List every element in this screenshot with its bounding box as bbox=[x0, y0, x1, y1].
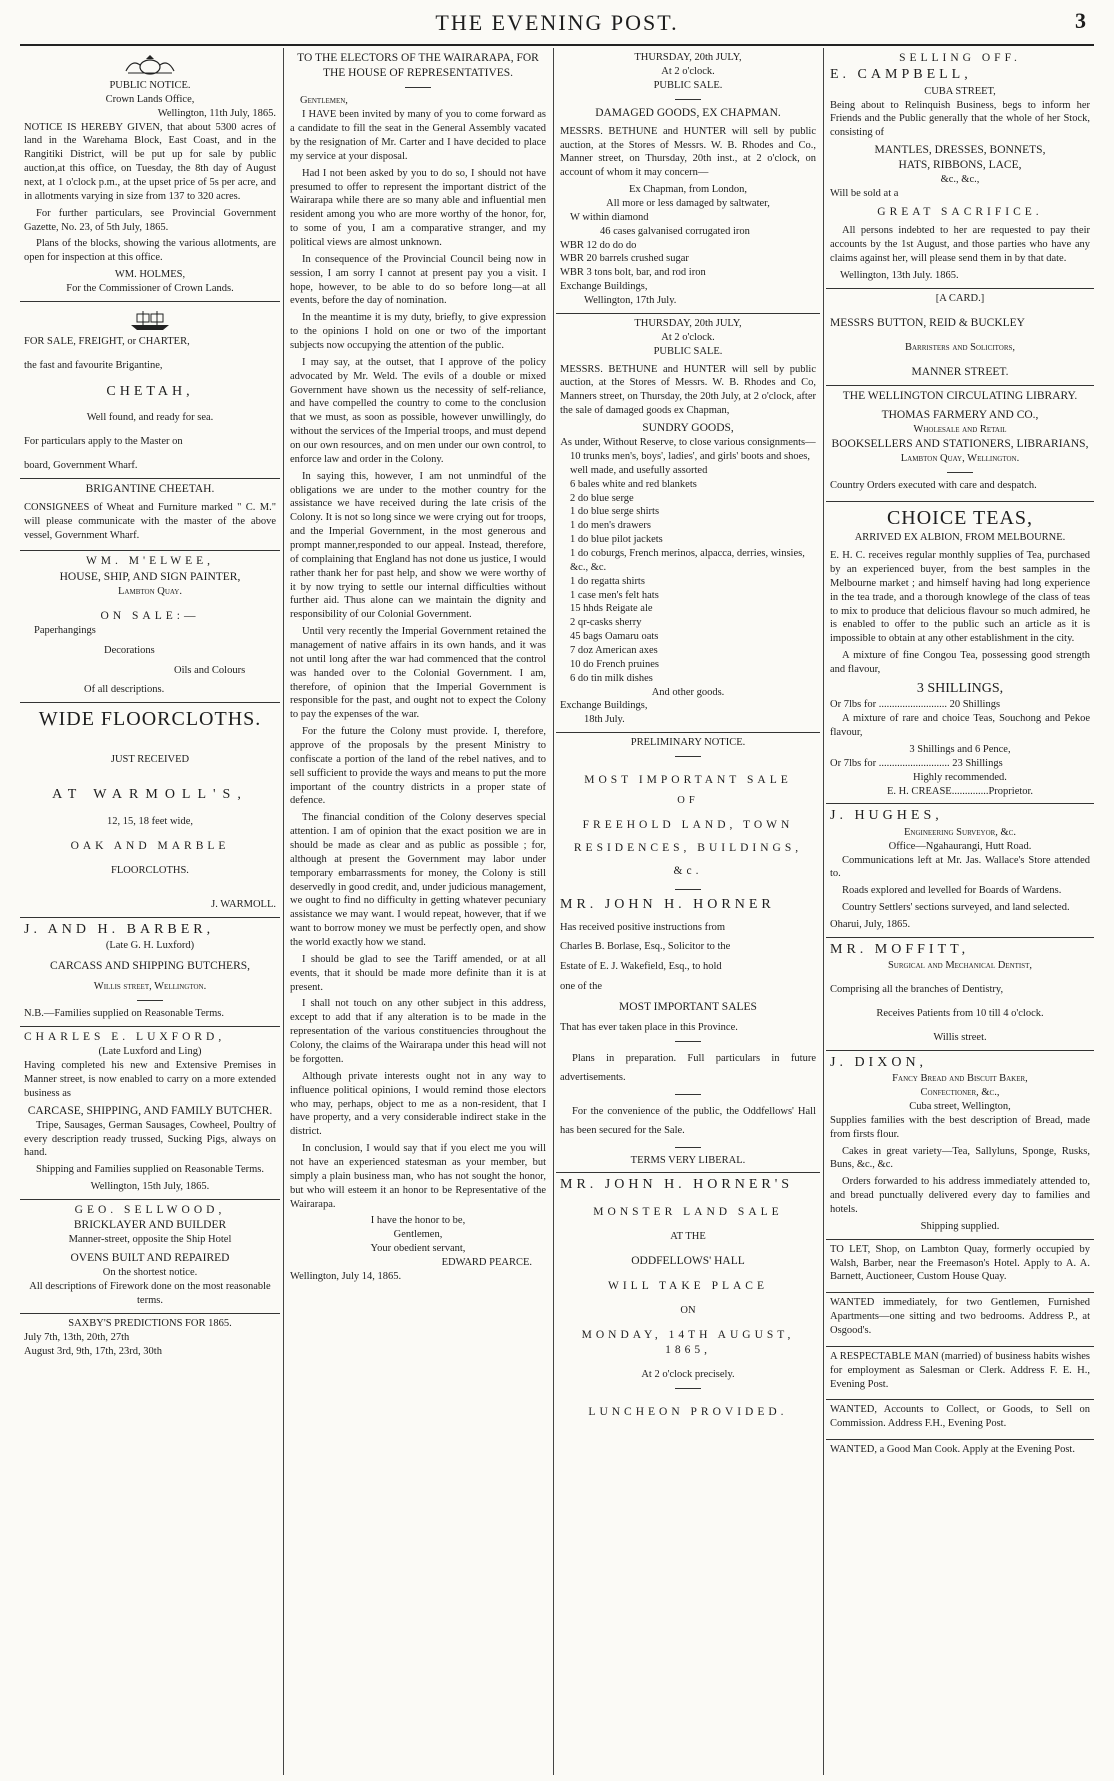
floorcloths-heading: WIDE FLOORCLOTHS. bbox=[38, 708, 262, 731]
barber-trade: CARCASS AND SHIPPING BUTCHERS, bbox=[49, 960, 251, 973]
library-body: Country Orders executed with care and despatch. bbox=[830, 480, 1037, 492]
hughes-body: Country Settlers' sections surveyed, and land selected. bbox=[842, 902, 1070, 914]
prelim-body: Estate of E. J. Wakefield, Esq., to hold bbox=[560, 961, 722, 973]
column-rule bbox=[823, 48, 824, 1775]
address-paragraph: I shall not touch on any other subject in this address, except to add that if any alteration is to be made in the representation of the various constituencies throughout the Colony, the claims of the Wairarapa under this head will not be forgotten. bbox=[290, 998, 546, 1065]
dixon-body: Orders forwarded to his address immediately attended to, and bread punctually delivered every day to families and hotels. bbox=[830, 1176, 1090, 1215]
teas-price-line: Or 7lbs for ........................... 23 Shillings bbox=[830, 757, 1003, 769]
moffitt-text: Willis street. bbox=[933, 1031, 987, 1043]
address-paragraph: I HAVE been invited by many of you to come forward as a candidate to fill the seat in the General Assembly vacated by the resignation of Mr. Carter and I have decided to place my service at your disposal. bbox=[290, 109, 546, 162]
address-paragraph: The financial condition of the Colony deserves special attention. I am of opinion that the exact position we are in should be made as clear and as public as possible ; for, although at present the Government may labor under temporary embarrassments for money, the Colony is still deservedly in good credit, and, under judicious management, we ought to find no difficulty in getting whatever pecuniary assistance we may want. I would repeat, however, that if we want to borrow money we must be perfectly open, and show the world exactly how we stand. bbox=[290, 812, 547, 949]
monster-text: ODDFELLOWS' HALL bbox=[631, 1254, 745, 1267]
sale-body: MESSRS. BETHUNE and HUNTER will sell by public auction, at the Stores of Messrs. W. B. Rhodes and Co, Manners street, on Thursday, the 20th July, at 2 o'clock, after the sale of damaged goods ex Chapman, bbox=[560, 363, 816, 417]
saxby-dates: July 7th, 13th, 20th, 27th bbox=[24, 1331, 130, 1343]
public-notice-ad bbox=[20, 48, 280, 302]
moffitt-ad bbox=[826, 938, 1094, 1051]
address-paragraph: In conclusion, I would say that if you elect me you will not have an experienced statesman as your member, but simply a plain business man, who has not sought the honor, but who will esteem it an honor to be Representative of the Wairarapa. bbox=[290, 1143, 546, 1210]
sellwood-text: OVENS BUILT AND REPAIRED bbox=[70, 1252, 230, 1265]
selling-off-body: Being about to Relinquish Business, begs to inform her Friends and the Public generally that the whole of her Stock, consisting of bbox=[830, 99, 1090, 139]
ship-icon bbox=[127, 309, 173, 331]
wanted-body: WANTED, Accounts to Collect, or Goods, to Sell on Commission. Address F.H., Evening Post. bbox=[830, 1404, 1090, 1430]
sale-item: W within diamond bbox=[570, 211, 649, 223]
prelim-body: Charles B. Borlase, Esq., Solicitor to the bbox=[560, 941, 731, 953]
card-name: MESSRS BUTTON, REID & BUCKLEY bbox=[830, 316, 1025, 329]
library-name: THOMAS FARMERY AND CO., bbox=[881, 408, 1039, 421]
hughes-date: Oharui, July, 1865. bbox=[830, 919, 911, 930]
teas-price-line: Or 7lbs for .......................... 20 Shillings bbox=[830, 699, 1001, 711]
luxford-body: Tripe, Sausages, German Sausages, Cowheel, Poultry of every description ready trussed, Sucking Pigs, always on hand. bbox=[24, 1119, 276, 1159]
sale-item: Oils and Colours bbox=[174, 664, 246, 676]
sale-item: 6 bales white and red blankets bbox=[570, 478, 697, 490]
monster-text: LUNCHEON PROVIDED. bbox=[588, 1406, 788, 1419]
selling-off-ad bbox=[826, 48, 1094, 289]
luxford-trade: CARCASE, SHIPPING, AND FAMILY BUTCHER. bbox=[27, 1104, 273, 1117]
brigantine-heading: BRIGANTINE CHEETAH. bbox=[85, 482, 215, 495]
column-rule bbox=[283, 48, 284, 1775]
notice-heading: PUBLIC NOTICE. bbox=[109, 80, 191, 91]
selling-off-date: Wellington, 13th July. 1865. bbox=[840, 269, 959, 281]
sale-item: WBR 20 barrels crushed sugar bbox=[560, 253, 689, 265]
masthead-rule bbox=[20, 44, 1094, 46]
hughes-role: Engineering Surveyor, &c. bbox=[903, 826, 1017, 838]
electors-heading: TO THE ELECTORS OF THE WAIRARAPA, FOR THE HOUSE OF REPRESENTATIVES. bbox=[297, 52, 539, 80]
dixon-text: Shipping supplied. bbox=[920, 1220, 1000, 1232]
respectable-man-ad bbox=[826, 1347, 1094, 1401]
masthead bbox=[20, 8, 1094, 48]
dixon-body: Cakes in great variety—Tea, Sallyluns, Sponge, Rusks, Buns, &c., &c. bbox=[830, 1145, 1090, 1171]
wanted-body: WANTED, a Good Man Cook. Apply at the Evening Post. bbox=[830, 1444, 1075, 1456]
address-paragraph: I should be glad to see the Tariff amended, or at all events, that it should be made more definite than it is at present. bbox=[290, 953, 546, 993]
saxby-ad bbox=[20, 1314, 280, 1364]
address-paragraph: In consequence of the Provincial Council being now in session, I am sorry I cannot at present pay you a visit. I hope, however, to be able to do so before long—at all events, before the day of nomination. bbox=[290, 253, 546, 307]
sale-item: 46 cases galvanised corrugated iron bbox=[600, 225, 750, 237]
notice-signature: For the Commissioner of Crown Lands. bbox=[66, 283, 234, 295]
floorcloths-text: OAK AND MARBLE bbox=[70, 839, 230, 852]
notice-body: NOTICE IS HEREBY GIVEN, that about 5300 acres of land in the Warehama Block, East Coast, and in the Rangitiki District, will be put up for sale by public auction,at this office, on Tuesday, the 8th day of August next, at 1 o'clock p.m., at the upset price of 5s per acre, and in allotments varying in size from 137 to 320 acres. bbox=[24, 121, 276, 202]
sale-item: 1 case men's felt hats bbox=[570, 589, 659, 601]
for-sale-text: Well found, and ready for sea. bbox=[86, 412, 214, 424]
sale-type: PUBLIC SALE. bbox=[653, 79, 723, 91]
wanted-body: A RESPECTABLE MAN (married) of business habits wishes for employment as Salesman or Clerk. Address F. E. H., Evening Post. bbox=[830, 1350, 1090, 1390]
address-paragraph: For the future the Colony must provide. I, therefore, approve of the proposals by the present Ministry to confiscate a portion of the land of the rebel natives, and to sell sufficient to provide the ways and means to put the more important of the country districts in a proper state of defence. bbox=[290, 726, 546, 807]
selling-off-text: Will be sold at a bbox=[830, 188, 899, 200]
sale-text: Ex Chapman, from London, bbox=[628, 184, 748, 196]
closing: Gentlemen, bbox=[393, 1229, 443, 1241]
column-4 bbox=[826, 48, 1094, 1775]
sale-date: THURSDAY, 20th JULY, bbox=[634, 317, 742, 329]
saxby-dates: August 3rd, 9th, 17th, 23rd, 30th bbox=[24, 1345, 162, 1357]
floorcloths-text: FLOORCLOTHS. bbox=[111, 864, 189, 876]
selling-off-heading: SELLING OFF. bbox=[899, 52, 1021, 64]
luxford-body: Having completed his new and Extensive Premises in Manner street, is now enabled to carry on a more extended business as bbox=[24, 1059, 276, 1099]
sale-heading: DAMAGED GOODS, EX CHAPMAN. bbox=[595, 106, 781, 119]
address-paragraph: Until very recently the Imperial Government retained the management of native affairs in its own hands, and it was not until long after the war had commenced that the control was handed over to the Colonial Government. I am, therefore, of opinion that the Imperial Government is responsible for the past, and ought not to expect the Colony to pay the expenses of the war. bbox=[290, 626, 546, 721]
for-sale-text: board, Government Wharf. bbox=[24, 459, 138, 471]
teas-text: Highly recommended. bbox=[913, 771, 1007, 783]
sale-place: Exchange Buildings, bbox=[560, 700, 648, 712]
sellwood-name: GEO. SELLWOOD, bbox=[74, 1203, 226, 1216]
selling-off-goods: MANTLES, DRESSES, BONNETS, bbox=[874, 144, 1046, 157]
barber-name: J. AND H. BARBER, bbox=[24, 921, 215, 937]
barber-address: Willis street, Wellington. bbox=[93, 981, 207, 993]
dixon-role: Fancy Bread and Biscuit Baker, bbox=[892, 1073, 1028, 1085]
prelim-text: OF bbox=[677, 795, 699, 807]
sale-item: 1 do men's drawers bbox=[570, 520, 651, 532]
sale-date: Wellington, 17th July. bbox=[584, 295, 677, 307]
teas-sub: ARRIVED EX ALBION, FROM MELBOURNE. bbox=[854, 532, 1066, 544]
to-let-ad bbox=[826, 1240, 1094, 1294]
selling-off-text: GREAT SACRIFICE. bbox=[877, 206, 1043, 219]
teas-ad bbox=[826, 502, 1094, 804]
teas-text: A mixture of rare and choice Teas, Souchong and Pekoe flavour, bbox=[830, 713, 1090, 739]
for-sale-headline: FOR SALE, FREIGHT, or CHARTER, bbox=[24, 335, 190, 347]
sale-item: 2 do blue serge bbox=[570, 492, 634, 504]
sale-time: At 2 o'clock. bbox=[661, 331, 715, 343]
sale-item: WBR 3 tons bolt, bar, and rod iron bbox=[560, 267, 706, 279]
selling-off-goods: HATS, RIBBONS, LACE, bbox=[898, 159, 1022, 172]
sale-item: 7 doz American axes bbox=[570, 645, 658, 656]
wanted-accounts-ad bbox=[826, 1400, 1094, 1440]
teas-signature: E. H. CREASE..............Proprietor. bbox=[886, 785, 1034, 797]
luxford-name: CHARLES E. LUXFORD, bbox=[24, 1030, 226, 1043]
sellwood-text: On the shortest notice. bbox=[102, 1267, 198, 1279]
sale-item: Paperhangings bbox=[34, 624, 96, 636]
sale-item: 2 qr-casks sherry bbox=[570, 617, 642, 629]
for-sale-text: For particulars apply to the Master on bbox=[24, 435, 183, 447]
mcelwee-ad bbox=[20, 551, 280, 703]
signature: EDWARD PEARCE. bbox=[441, 1256, 532, 1268]
card-label: [A CARD.] bbox=[935, 292, 985, 304]
teas-heading: CHOICE TEAS, bbox=[886, 506, 1034, 529]
sale-item: 1 do coburgs, French merinos, alpacca, derries, winsies, &c., &c. bbox=[570, 547, 805, 573]
address-date: Wellington, July 14, 1865. bbox=[290, 1270, 402, 1282]
prelim-body: That has ever taken place in this Province. bbox=[560, 1022, 738, 1034]
on-sale-label: ON SALE:— bbox=[100, 609, 200, 622]
prelim-terms: TERMS VERY LIBERAL. bbox=[630, 1154, 746, 1166]
luxford-body: Shipping and Families supplied on Reasonable Terms. bbox=[36, 1164, 265, 1176]
mcelwee-address: Lambton Quay. bbox=[118, 585, 182, 597]
sellwood-ad bbox=[20, 1200, 280, 1314]
sale-date: THURSDAY, 20th JULY, bbox=[634, 52, 742, 63]
campbell-street: CUBA STREET, bbox=[924, 85, 996, 97]
moffitt-name: MR. MOFFITT, bbox=[830, 941, 970, 957]
hughes-body: Roads explored and levelled for Boards of Wardens. bbox=[842, 885, 1062, 897]
address-paragraph: In the meantime it is my duty, briefly, to give expression to the opinions I hold on one or two of the important subjects now occupying the attention of the public. bbox=[290, 312, 546, 351]
barber-ad bbox=[20, 918, 280, 1027]
teas-price: 3 SHILLINGS, bbox=[916, 680, 1004, 696]
luxford-date: Wellington, 15th July, 1865. bbox=[90, 1181, 210, 1193]
dixon-body: Supplies families with the best description of Bread, made from firsts flour. bbox=[830, 1114, 1090, 1140]
electors-address bbox=[286, 48, 550, 1289]
for-sale-text: the fast and favourite Brigantine, bbox=[24, 359, 163, 371]
monster-text: AT THE bbox=[670, 1231, 706, 1243]
library-address: Lambton Quay, Wellington. bbox=[900, 453, 1020, 465]
column-3 bbox=[556, 48, 820, 1775]
column-1 bbox=[20, 48, 280, 1775]
moffitt-text: Comprising all the branches of Dentistry, bbox=[830, 984, 1004, 996]
hughes-office: Office—Ngahaurangi, Hutt Road. bbox=[888, 840, 1032, 852]
dixon-role: Confectioner, &c., bbox=[920, 1087, 1000, 1099]
prelim-body: one of the bbox=[560, 981, 602, 993]
notice-signature: WM. HOLMES, bbox=[114, 269, 186, 281]
sale-item: 15 hhds Reigate ale bbox=[570, 603, 653, 615]
sale-item: Of all descriptions. bbox=[84, 684, 165, 696]
sale-item: WBR 12 do do do bbox=[560, 239, 637, 251]
teas-price: 3 Shillings and 6 Pence, bbox=[909, 743, 1011, 755]
sellwood-address: Manner-street, opposite the Ship Hotel bbox=[68, 1234, 232, 1246]
hughes-ad bbox=[826, 804, 1094, 937]
to-let-body: TO LET, Shop, on Lambton Quay, formerly occupied by Walsh, Barber, near the Freemason's Hotel. Apply to A. A. Barnett, Auctioneer, Custom House Quay. bbox=[830, 1243, 1090, 1283]
damaged-goods-sale-ad bbox=[556, 48, 820, 314]
monster-text: MONSTER LAND SALE bbox=[593, 1205, 783, 1218]
prelim-text: MOST IMPORTANT SALES bbox=[619, 1000, 757, 1013]
moffitt-text: Receives Patients from 10 till 4 o'clock. bbox=[876, 1008, 1044, 1020]
notice-date: Wellington, 11th July, 1865. bbox=[157, 107, 276, 119]
page-number: 3 bbox=[1075, 8, 1086, 33]
monster-date: MONDAY, 14TH AUGUST, 1865, bbox=[581, 1329, 795, 1357]
wanted-apartments-ad bbox=[826, 1293, 1094, 1347]
sale-body: MESSRS. BETHUNE and HUNTER will sell by public auction, at the Stores of Messrs. W. B. Rhodes and Co., Manner street, on Thursday, 20th inst., at 2 o'clock, on account of whom it may concern— bbox=[560, 125, 816, 179]
card-ad bbox=[826, 289, 1094, 386]
monster-time: At 2 o'clock precisely. bbox=[641, 1369, 735, 1381]
salutation: Gentlemen, bbox=[300, 95, 348, 107]
preliminary-notice-ad bbox=[556, 733, 820, 1173]
prelim-heading: PRELIMINARY NOTICE. bbox=[630, 737, 746, 749]
sale-item: 45 bags Oamaru oats bbox=[570, 631, 659, 643]
for-sale-ad bbox=[20, 302, 280, 479]
sale-item: 10 do French pruines bbox=[570, 658, 659, 670]
royal-arms-icon bbox=[122, 55, 178, 75]
library-ad bbox=[826, 386, 1094, 502]
teas-text: A mixture of fine Congou Tea, possessing good strength and flavour, bbox=[830, 650, 1090, 676]
sale-type: PUBLIC SALE. bbox=[653, 345, 723, 357]
floorcloths-text: 12, 15, 18 feet wide, bbox=[106, 815, 194, 827]
prelim-body: For the convenience of the public, the Oddfellows' Hall has been secured for the Sale. bbox=[560, 1105, 816, 1136]
brigantine-body: CONSIGNEES of Wheat and Furniture marked " C. M." will please communicate with the master of the above vessel, Government Wharf. bbox=[24, 501, 276, 541]
sundry-goods-sale-ad bbox=[556, 314, 820, 733]
floorcloths-store: AT WARMOLL'S, bbox=[52, 787, 248, 803]
library-role: Wholesale and Retail bbox=[913, 424, 1007, 436]
card-street: MANNER STREET. bbox=[911, 365, 1009, 378]
address-paragraph: Had I not been asked by you to do so, I should not have presumed to offer to represent the important district of the Wairarapa while there are so many able and influential men resident among you who are more worthy of the honor, for, to some of you, I am a comparative stranger, and my political views are almost unknown. bbox=[290, 167, 546, 248]
card-role: Barristers and Solicitors, bbox=[904, 341, 1016, 353]
prelim-body: Has received positive instructions from bbox=[560, 921, 726, 933]
campbell-name: E. CAMPBELL, bbox=[830, 67, 972, 83]
sale-item: 1 do blue serge shirts bbox=[570, 506, 660, 518]
sale-text: And other goods. bbox=[651, 686, 725, 698]
wanted-cook-ad bbox=[826, 1440, 1094, 1465]
mcelwee-name: WM. M'ELWEE, bbox=[85, 555, 215, 568]
closing: Your obedient servant, bbox=[370, 1243, 466, 1255]
hughes-name: J. HUGHES, bbox=[830, 808, 943, 824]
dixon-street: Cuba street, Wellington, bbox=[909, 1100, 1011, 1112]
barber-note: N.B.—Families supplied on Reasonable Terms. bbox=[24, 1008, 225, 1020]
selling-off-body: All persons indebted to her are requested to pay their accounts by the 1st August, and those parties who have any claims against her, will please send them in by that date. bbox=[830, 225, 1090, 265]
teas-body: E. H. C. receives regular monthly supplies of Tea, purchased by an experienced buyer, from the best samples in the Melbourne market ; and himself having had long experience in the tea trade, and a thorough knowlege of the class of teas to mix to produce that delicious flavour so much admired, he is enabled to offer to the public such an article as it is impossible to obtain at any other establishment in the city. bbox=[830, 550, 1090, 645]
sale-text: All more or less damaged by saltwater, bbox=[606, 198, 770, 210]
sellwood-trade: BRICKLAYER AND BUILDER bbox=[73, 1219, 227, 1232]
sale-date: 18th July. bbox=[584, 714, 625, 726]
library-heading: THE WELLINGTON CIRCULATING LIBRARY. bbox=[842, 389, 1078, 402]
selling-off-text: &c., &c., bbox=[940, 174, 980, 186]
prelim-text: MOST IMPORTANT SALE bbox=[584, 774, 792, 787]
hughes-body: Communications left at Mr. Jas. Wallace's Store attended to. bbox=[830, 854, 1090, 880]
prelim-body: Plans in preparation. Full particulars in future advertisements. bbox=[560, 1052, 816, 1083]
sale-heading: SUNDRY GOODS, bbox=[642, 421, 734, 434]
brigantine-ad bbox=[20, 479, 280, 552]
prelim-text: FREEHOLD LAND, TOWN RESIDENCES, BUILDINGS, &c. bbox=[573, 819, 803, 878]
notice-body: For further particulars, see Provincial Government Gazette, No. 23, of 5th July, 1865. bbox=[24, 207, 276, 233]
sale-item: Decorations bbox=[104, 644, 155, 656]
floorcloths-ad bbox=[20, 703, 280, 917]
moffitt-role: Surgical and Mechanical Dentist, bbox=[887, 960, 1033, 972]
sale-item: 10 trunks men's, boys', ladies', and girls' boots and shoes, well made, and usefully assorted bbox=[570, 450, 811, 476]
sale-item: 1 do blue pilot jackets bbox=[570, 534, 663, 546]
floorcloths-signature: J. WARMOLL. bbox=[211, 898, 276, 910]
address-paragraph: I may say, at the outset, that I approve of the policy advocated by Mr. Weld. The evils of a double or mixed Government have shown us the necessity of self-reliance, and have compelled the country to come to the conclusion that we must, as soon as possible, however unwillingly, do without the services of the Imperial troops, and must depend on our own resources, and on men under our own control, to enforce law and order in the Colony. bbox=[290, 356, 546, 465]
auctioneer-name: MR. JOHN H. HORNER'S bbox=[560, 1177, 794, 1193]
mcelwee-trade: HOUSE, SHIP, AND SIGN PAINTER, bbox=[59, 570, 241, 583]
monster-text: WILL TAKE PLACE bbox=[607, 1280, 768, 1293]
sale-time: At 2 o'clock. bbox=[661, 65, 715, 77]
address-paragraph: In saying this, however, I am not unmindful of the obligations we are under to the mother country for the assistance we have received during the late crisis of the Colony. It is not so long since we were crying out for troops, and the Imperial Government, in the most generous and prompt manner,responded to our appeal. Instead, therefore, of complaining that England has not done us justice, I would rather thank her for past help, and show we were worthy of it by now trying to settle our internal difficulties without further aid. Thus alone can we maintain the dignity and responsibility of our Colonial Government. bbox=[290, 470, 546, 621]
newspaper-title: THE EVENING POST. bbox=[435, 10, 679, 35]
dixon-ad bbox=[826, 1051, 1094, 1240]
column-2 bbox=[286, 48, 550, 1775]
sale-place: Exchange Buildings, bbox=[560, 281, 648, 293]
notice-body: Plans of the blocks, showing the various allotments, are open for inspection at this office. bbox=[24, 238, 276, 264]
sale-item: 6 do tin milk dishes bbox=[570, 672, 653, 684]
dixon-name: J. DIXON, bbox=[830, 1054, 928, 1070]
library-trade: BOOKSELLERS AND STATIONERS, LIBRARIANS, bbox=[831, 438, 1089, 451]
column-rule bbox=[553, 48, 554, 1775]
saxby-heading: SAXBY'S PREDICTIONS FOR 1865. bbox=[68, 1317, 232, 1329]
floorcloths-text: JUST RECEIVED bbox=[110, 753, 190, 765]
wanted-body: WANTED immediately, for two Gentlemen, Furnished Apartments—one sitting and two bedrooms. Address P., at Osgood's. bbox=[830, 1297, 1090, 1336]
sale-item: 1 do regatta shirts bbox=[570, 575, 645, 587]
notice-from: Crown Lands Office, bbox=[105, 93, 195, 105]
monster-text: ON bbox=[680, 1305, 696, 1317]
luxford-ad bbox=[20, 1027, 280, 1200]
barber-late: (Late G. H. Luxford) bbox=[105, 940, 195, 952]
luxford-late: (Late Luxford and Ling) bbox=[98, 1046, 202, 1058]
sale-text: As under, Without Reserve, to close various consignments— bbox=[560, 437, 816, 449]
sellwood-text: All descriptions of Firework done on the most reasonable terms. bbox=[29, 1281, 271, 1307]
ship-name: CHETAH, bbox=[106, 383, 194, 399]
auctioneer-name: MR. JOHN H. HORNER bbox=[560, 897, 775, 913]
monster-sale-ad bbox=[556, 1173, 820, 1425]
closing: I have the honor to be, bbox=[370, 1215, 466, 1227]
address-paragraph: Although private interests ought not in any way to influence political opinions, I would remind those electors who may, perhaps, object to me as a non-resident, that I have property, and a very considerable indirect stake in the district. bbox=[290, 1070, 546, 1138]
